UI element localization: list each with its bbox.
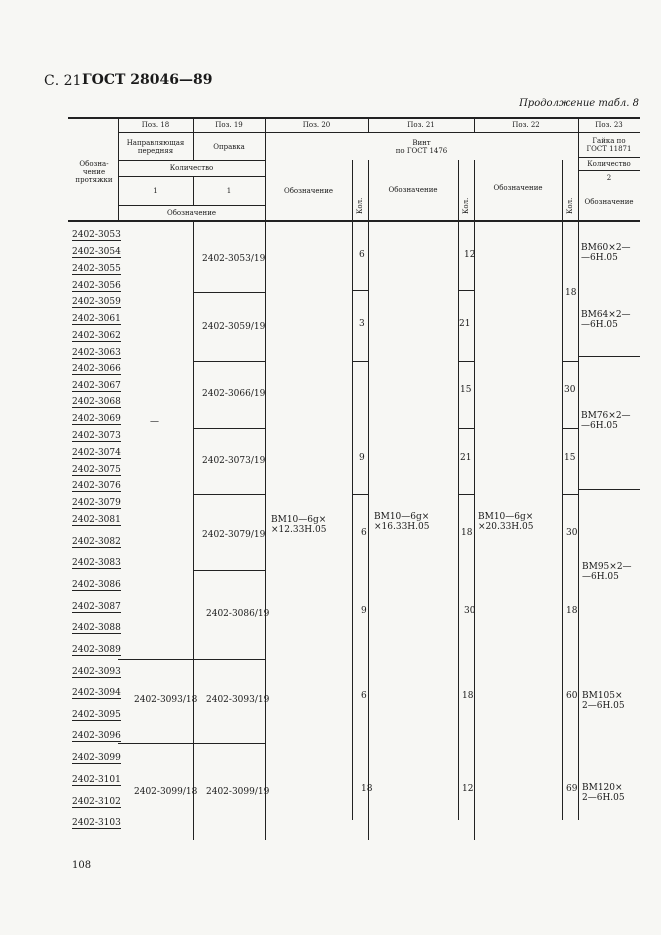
row-code: 2402-3096: [72, 731, 121, 741]
row-code: 2402-3086: [72, 580, 121, 590]
pos20-qty: 6: [359, 250, 365, 260]
pos20-qty: 9: [361, 606, 367, 616]
row-code: 2402-3062: [72, 331, 121, 341]
pos23-designation: ВМ76×2— —6H.05: [581, 411, 631, 431]
pos22-qty: 18: [565, 288, 577, 298]
row-code: 2402-3068: [72, 397, 121, 407]
col18-group-1: 2402-3093/18: [134, 695, 198, 705]
pos21-qty: 15: [460, 385, 472, 395]
col19-item: 2402-3099/19: [206, 787, 270, 797]
page-number: 108: [72, 860, 92, 871]
col19-item: 2402-3086/19: [206, 609, 270, 619]
designation-label-18-19: Обозначение: [166, 209, 217, 217]
col18-group-2: 2402-3099/18: [134, 787, 198, 797]
pos20-qty: 6: [361, 528, 367, 538]
row-code: 2402-3073: [72, 431, 121, 441]
row-code: 2402-3059: [72, 297, 121, 307]
pos23-designation: ВМ95×2— —6H.05: [582, 562, 632, 582]
page-label: С. 21: [44, 73, 82, 89]
kol-label-20: Кол.: [356, 197, 364, 214]
nut-name: Гайка по ГОСТ 11871: [586, 137, 632, 153]
kol-label-22: Кол.: [566, 197, 574, 214]
row-code: 2402-3076: [72, 481, 121, 491]
designation-label-20: Обозначение: [283, 187, 334, 195]
row-code: 2402-3082: [72, 537, 121, 547]
row-code: 2402-3075: [72, 465, 121, 475]
row-code: 2402-3067: [72, 381, 121, 391]
pos22-qty: 60: [566, 691, 578, 701]
pos23-designation: ВМ64×2— —6H.05: [581, 310, 631, 330]
row-code: 2402-3093: [72, 667, 121, 677]
pos21-qty: 12: [464, 250, 476, 260]
row-code: 2402-3056: [72, 281, 121, 291]
row-code: 2402-3095: [72, 710, 121, 720]
pos22-qty: 69: [566, 784, 578, 794]
pos-18: Поз. 18: [141, 121, 170, 129]
qty-23: 2: [606, 174, 612, 182]
pos20-qty: 18: [361, 784, 373, 794]
row-code: 2402-3061: [72, 314, 121, 324]
row-code: 2402-3087: [72, 602, 121, 612]
pos-23: Поз. 23: [595, 121, 623, 129]
row-code: 2402-3063: [72, 348, 121, 358]
col18-name: Направляющая передняя: [126, 139, 185, 155]
row-code: 2402-3066: [72, 364, 121, 374]
standard-title: ГОСТ 28046—89: [82, 72, 213, 88]
pos20-designation: ВМ10—6g× ×12.33H.05: [271, 515, 327, 535]
qty-19: 1: [226, 187, 232, 195]
row-header-label: Обозна- чение протяжки: [75, 160, 113, 184]
row-code: 2402-3089: [72, 645, 121, 655]
pos21-qty: 21: [460, 453, 472, 463]
row-code: 2402-3074: [72, 448, 121, 458]
pos22-qty: 15: [564, 453, 576, 463]
row-code: 2402-3088: [72, 623, 121, 633]
pos23-designation: ВМ105× 2—6H.05: [582, 691, 625, 711]
pos21-designation: ВМ10—6g× ×16.33H.05: [374, 512, 430, 532]
pos20-qty: 6: [361, 691, 367, 701]
row-code: 2402-3102: [72, 797, 121, 807]
designation-label-21: Обозначение: [388, 186, 438, 194]
pos21-qty: 18: [461, 528, 473, 538]
row-code: 2402-3055: [72, 264, 121, 274]
pos23-designation: ВМ60×2— —6H.05: [581, 243, 631, 263]
pos22-qty: 30: [564, 385, 576, 395]
pos22-qty: 30: [566, 528, 578, 538]
row-code: 2402-3053: [72, 230, 121, 240]
pos21-qty: 12: [462, 784, 474, 794]
row-code: 2402-3069: [72, 414, 121, 424]
col19-item: 2402-3073/19: [202, 456, 266, 466]
col19-item: 2402-3053/19: [202, 254, 266, 264]
row-code: 2402-3099: [72, 753, 121, 763]
col19-item: 2402-3093/19: [206, 695, 270, 705]
pos21-qty: 30: [464, 606, 476, 616]
col19-item: 2402-3079/19: [202, 530, 266, 540]
pos23-designation: ВМ120× 2—6H.05: [582, 783, 625, 803]
row-code: 2402-3054: [72, 247, 121, 257]
pos20-qty: 3: [359, 319, 365, 329]
pos22-qty: 18: [566, 606, 578, 616]
quantity-label-18-19: Количество: [169, 164, 214, 172]
quantity-label-23: Количество: [587, 160, 631, 168]
kol-label-21: Кол.: [462, 197, 470, 214]
row-code: 2402-3079: [72, 498, 121, 508]
row-code: 2402-3101: [72, 775, 121, 785]
designation-label-22: Обозначение: [493, 184, 543, 192]
col19-name: Оправка: [213, 143, 245, 151]
pos21-qty: 18: [462, 691, 474, 701]
pos-19: Поз. 19: [215, 121, 243, 129]
continuation-label: Продолжение табл. 8: [519, 98, 639, 109]
col19-item: 2402-3066/19: [202, 389, 266, 399]
qty-18: 1: [153, 187, 158, 195]
row-code: 2402-3083: [72, 558, 121, 568]
pos-20: Поз. 20: [302, 121, 331, 129]
designation-label-23: Обозначение: [584, 198, 634, 206]
col18-dash: —: [150, 417, 159, 427]
pos-22: Поз. 22: [512, 121, 540, 129]
col19-item: 2402-3059/19: [202, 322, 266, 332]
pos20-qty: 9: [359, 453, 365, 463]
screw-name: Винт по ГОСТ 1476: [395, 139, 448, 155]
pos-21: Поз. 21: [407, 121, 435, 129]
row-code: 2402-3103: [72, 818, 121, 828]
pos21-qty: 21: [459, 319, 471, 329]
row-code: 2402-3094: [72, 688, 121, 698]
pos22-designation: ВМ10—6g× ×20.33H.05: [478, 512, 534, 532]
row-code: 2402-3081: [72, 515, 121, 525]
